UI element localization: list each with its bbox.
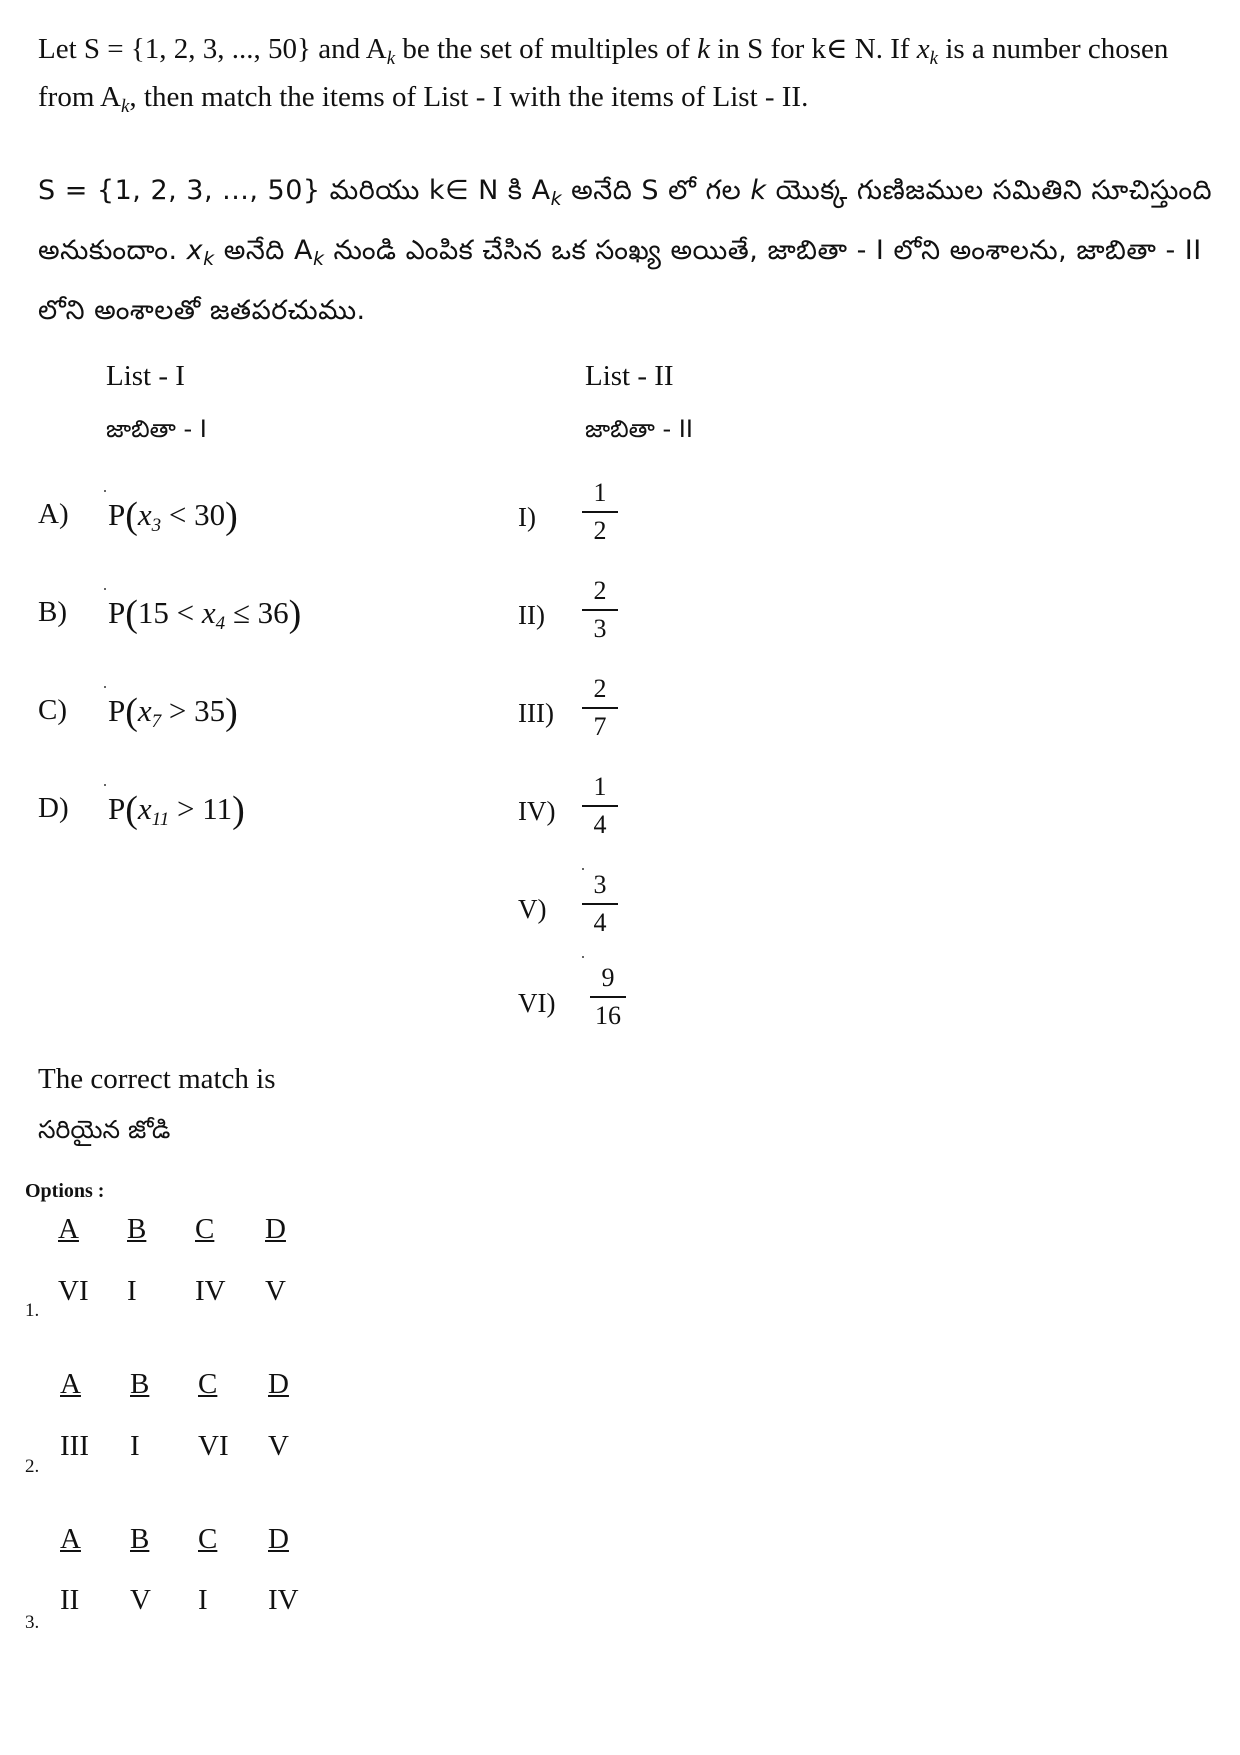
- list2-item-iv: IV): [518, 796, 556, 826]
- list1-expr-b: $P(15 < x_4 \le 36)$: [108, 593, 302, 635]
- option-header-c: C: [195, 1213, 215, 1245]
- option-header-a: A: [60, 1368, 81, 1400]
- list1-item-c: C): [38, 694, 67, 726]
- option-value: I: [130, 1430, 140, 1462]
- list2-item-ii: II): [518, 600, 545, 630]
- list1-expr-a: $P(x_3 < 30)$: [108, 495, 238, 537]
- option-value: V: [268, 1430, 289, 1462]
- list2-item-v: V): [518, 894, 547, 924]
- question-telugu: S = {1, 2, 3, ..., 50} మరియు k∈ N కి $A_k$ అనేది S లో గల k యొక్క గుణిజముల సమితిని సూచిస్తుంది అనుకుందాం. $x_k$ అనేది $A_k$ నుండి ఎంపిక చేసిన ఒక సంఖ్య అయితే, జాబితా - I లోని అంశాలను, జాబితా - II లోని అంశాలతో జతపరచుము.: [38, 175, 1213, 326]
- tick-mark: [104, 588, 106, 590]
- fraction-i: 1 2: [578, 477, 622, 547]
- option-value: VI: [198, 1430, 229, 1462]
- option-header-d: D: [268, 1523, 289, 1555]
- list1-header-telugu: జాబితా - I: [106, 415, 207, 443]
- list2-header: List - II: [585, 360, 674, 392]
- option-header-d: D: [268, 1368, 289, 1400]
- list2-item-iii: III): [518, 698, 554, 728]
- option-number: 3.: [25, 1612, 40, 1633]
- option-header-c: C: [198, 1523, 218, 1555]
- option-value: I: [198, 1584, 208, 1616]
- option-value: IV: [195, 1275, 226, 1307]
- tick-mark: [582, 956, 584, 958]
- option-header-a: A: [58, 1213, 79, 1245]
- fraction-vi: 9 16: [586, 962, 630, 1032]
- option-header-c: C: [198, 1368, 218, 1400]
- option-value: V: [265, 1275, 286, 1307]
- fraction-ii: 2 3: [578, 575, 622, 645]
- list1-item-b: B): [38, 596, 67, 628]
- correct-match-label: The correct match is: [38, 1063, 276, 1095]
- fraction-iii: 2 7: [578, 673, 622, 743]
- option-number: 2.: [25, 1456, 40, 1477]
- option-value: V: [130, 1584, 151, 1616]
- list2-header-telugu: జాబితా - II: [585, 415, 693, 443]
- list1-item-a: A): [38, 498, 69, 530]
- option-header-a: A: [60, 1523, 81, 1555]
- tick-mark: [104, 784, 106, 786]
- list1-expr-c: $P(x_7 > 35)$: [108, 691, 238, 733]
- option-value: II: [60, 1584, 80, 1616]
- list1-expr-d: $P(x_{11} > 11)$: [108, 789, 245, 831]
- option-value: I: [127, 1275, 137, 1307]
- tick-mark: [104, 686, 106, 688]
- list1-header: List - I: [106, 360, 185, 392]
- option-header-b: B: [127, 1213, 147, 1245]
- option-header-d: D: [265, 1213, 286, 1245]
- fraction-v: 3 4: [578, 869, 622, 939]
- tick-mark: [104, 490, 106, 492]
- correct-match-label-telugu: సరియైన జోడి: [38, 1115, 171, 1144]
- list2-item-i: I): [518, 502, 536, 532]
- question-english: Let S = {1, 2, 3, ..., 50} and $A_k$ be the set of multiples of k in S for k∈ N. If $x_k$ is a number chosen from $A_k$, then match the items of List - I with the items of List - II.: [38, 33, 1169, 117]
- option-header-b: B: [130, 1368, 150, 1400]
- option-value: VI: [58, 1275, 89, 1307]
- fraction-iv: 1 4: [578, 771, 622, 841]
- options-title: Options :: [25, 1180, 105, 1202]
- option-number: 1.: [25, 1300, 40, 1321]
- option-value: III: [60, 1430, 89, 1462]
- list1-item-d: D): [38, 792, 69, 824]
- list2-item-vi: VI): [518, 988, 556, 1018]
- option-header-b: B: [130, 1523, 150, 1555]
- option-value: IV: [268, 1584, 299, 1616]
